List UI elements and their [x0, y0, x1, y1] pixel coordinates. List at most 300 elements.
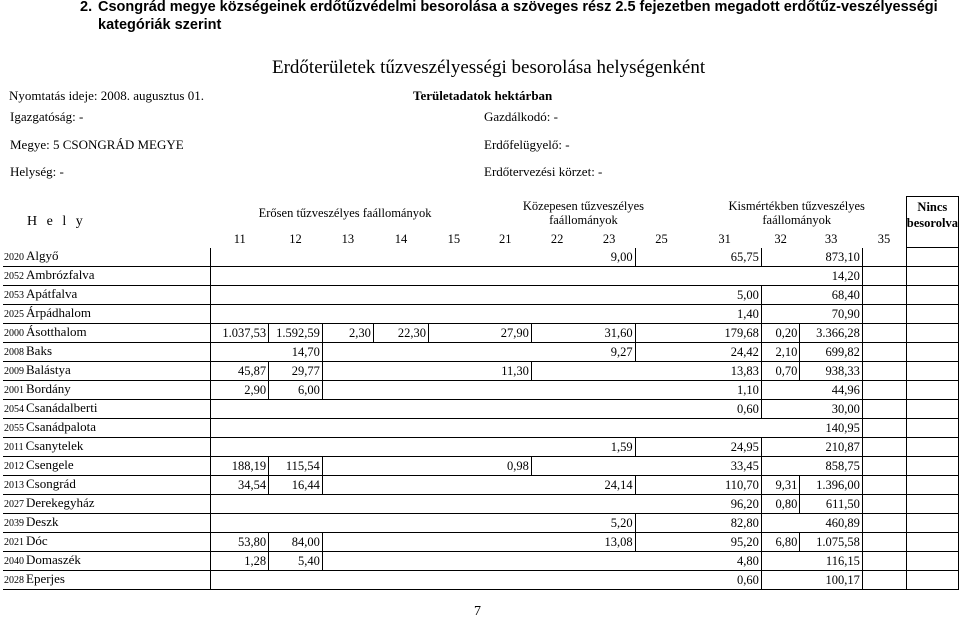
- value-cell: [531, 419, 583, 438]
- value-cell: 2,10: [761, 343, 800, 362]
- value-cell: 100,17: [800, 571, 862, 590]
- value-cell: [583, 286, 635, 305]
- place-code: 2020: [4, 251, 24, 263]
- value-cell: [429, 248, 480, 267]
- section-heading: [80, 0, 940, 34]
- value-cell: [862, 305, 906, 324]
- place-name: Csongrád: [26, 476, 76, 491]
- value-cell: 9,31: [761, 476, 800, 495]
- value-cell: [635, 419, 688, 438]
- value-cell: [479, 533, 531, 552]
- code-header: 25: [655, 231, 668, 246]
- value-cell: [373, 495, 428, 514]
- value-cell: [373, 457, 428, 476]
- info-gazdalkodo: Gazdálkodó: -: [484, 109, 559, 124]
- value-cell: 460,89: [800, 514, 862, 533]
- value-cell: [531, 514, 583, 533]
- value-cell: [429, 571, 480, 590]
- value-cell: [531, 571, 583, 590]
- value-cell: [429, 419, 480, 438]
- place-code: 2055: [4, 423, 24, 434]
- value-cell: [429, 343, 480, 362]
- value-cell: [429, 400, 480, 419]
- value-cell: [862, 419, 906, 438]
- value-cell: [429, 552, 480, 571]
- table-row: [3, 324, 959, 343]
- table-row: [3, 286, 959, 305]
- place-cell: [3, 324, 211, 343]
- value-cell: [531, 438, 583, 457]
- value-cell: [429, 305, 480, 324]
- info-megye: Megye: 5 CSONGRÁD MEGYE: [10, 137, 184, 152]
- value-cell: [322, 476, 373, 495]
- value-cell: [322, 267, 373, 286]
- place-cell: [3, 362, 211, 381]
- value-cell: [583, 305, 635, 324]
- value-cell: [269, 248, 323, 267]
- place-name: Deszk: [26, 514, 59, 529]
- value-cell: [531, 457, 583, 476]
- value-cell: [211, 305, 269, 324]
- value-cell: 82,80: [688, 514, 762, 533]
- value-cell: 110,70: [688, 476, 762, 495]
- place-code: 2052: [4, 271, 24, 282]
- value-cell: [429, 267, 480, 286]
- value-cell: 115,54: [269, 457, 323, 476]
- value-cell: [583, 495, 635, 514]
- code-header: 14: [394, 231, 408, 246]
- value-cell: 5,40: [269, 552, 323, 571]
- place-name: Csanytelek: [25, 438, 84, 453]
- value-cell: [373, 305, 428, 324]
- table-row: [3, 400, 959, 419]
- value-cell: [635, 381, 688, 400]
- nincs-cell: [906, 533, 958, 552]
- value-cell: [862, 381, 906, 400]
- place-cell: [3, 400, 211, 419]
- value-cell: 3.366,28: [800, 324, 862, 343]
- info-erdofelugyelo: Erdőfelügyelő: -: [484, 137, 570, 152]
- value-cell: [479, 552, 531, 571]
- place-code: 2008: [4, 347, 24, 358]
- value-cell: [373, 381, 428, 400]
- code-header: 22: [550, 231, 564, 246]
- value-cell: 5,20: [583, 514, 635, 533]
- value-cell: [429, 457, 480, 476]
- value-cell: [322, 552, 373, 571]
- value-cell: [211, 248, 269, 267]
- value-cell: [269, 419, 323, 438]
- value-cell: [211, 571, 269, 590]
- value-cell: [635, 362, 688, 381]
- code-header: 13: [341, 231, 355, 246]
- table-row: [3, 419, 959, 438]
- value-cell: 210,87: [800, 438, 862, 457]
- value-cell: [583, 419, 635, 438]
- place-cell: [3, 343, 211, 362]
- place-code: 2027: [4, 499, 24, 510]
- value-cell: 1,40: [688, 305, 762, 324]
- place-cell: [3, 438, 211, 457]
- nincs-cell: [906, 362, 958, 381]
- value-cell: [322, 400, 373, 419]
- value-cell: [635, 457, 688, 476]
- value-cell: 1.075,58: [800, 533, 862, 552]
- value-cell: [635, 248, 688, 267]
- value-cell: [531, 286, 583, 305]
- value-cell: [211, 514, 269, 533]
- value-cell: [761, 419, 800, 438]
- place-cell: [3, 476, 211, 495]
- value-cell: [479, 286, 531, 305]
- value-cell: [269, 571, 323, 590]
- value-cell: 179,68: [688, 324, 762, 343]
- value-cell: [373, 533, 428, 552]
- value-cell: [429, 324, 480, 343]
- value-cell: [531, 476, 583, 495]
- value-cell: [635, 552, 688, 571]
- value-cell: 45,87: [211, 362, 269, 381]
- nincs-cell: [906, 286, 958, 305]
- value-cell: [322, 381, 373, 400]
- value-cell: [862, 438, 906, 457]
- value-cell: [211, 400, 269, 419]
- value-cell: [322, 457, 373, 476]
- place-code: 2000: [4, 328, 24, 339]
- place-name: Dóc: [26, 533, 48, 548]
- value-cell: 68,40: [800, 286, 862, 305]
- value-cell: [322, 514, 373, 533]
- value-cell: 140,95: [800, 419, 862, 438]
- value-cell: 9,27: [583, 343, 635, 362]
- value-cell: [479, 400, 531, 419]
- table-row: [3, 533, 959, 552]
- value-cell: [761, 571, 800, 590]
- value-cell: [583, 552, 635, 571]
- value-cell: [862, 533, 906, 552]
- code-header: 23: [602, 231, 616, 246]
- value-cell: [862, 552, 906, 571]
- value-cell: [322, 343, 373, 362]
- nincs-cell: [906, 476, 958, 495]
- value-cell: 1.592,59: [269, 324, 323, 343]
- value-cell: [531, 248, 583, 267]
- value-cell: [429, 495, 480, 514]
- table-row: [3, 381, 959, 400]
- value-cell: [322, 286, 373, 305]
- table-row: [3, 495, 959, 514]
- value-cell: [373, 362, 428, 381]
- place-cell: [3, 248, 211, 267]
- report-title: Erdőterületek tűzveszélyességi besorolása helységenként: [272, 57, 706, 78]
- nincs-cell: [906, 457, 958, 476]
- table-row: [3, 305, 959, 324]
- nincs-cell: [906, 400, 958, 419]
- value-cell: [635, 514, 688, 533]
- value-cell: [862, 571, 906, 590]
- place-cell: [3, 533, 211, 552]
- value-cell: [373, 286, 428, 305]
- value-cell: [429, 286, 480, 305]
- value-cell: 70,90: [800, 305, 862, 324]
- value-cell: [531, 324, 583, 343]
- value-cell: [531, 305, 583, 324]
- value-cell: [761, 305, 800, 324]
- value-cell: 188,19: [211, 457, 269, 476]
- value-cell: [862, 514, 906, 533]
- table-row: [3, 248, 959, 267]
- value-cell: 1,59: [583, 438, 635, 457]
- value-cell: [429, 476, 480, 495]
- value-cell: [373, 476, 428, 495]
- nincs-cell: [906, 248, 958, 267]
- nincs-cell: [906, 324, 958, 343]
- value-cell: [862, 267, 906, 286]
- value-cell: [211, 438, 269, 457]
- value-cell: [211, 267, 269, 286]
- info-korzet: Erdőtervezési körzet: -: [484, 164, 603, 179]
- value-cell: [531, 533, 583, 552]
- value-cell: [479, 343, 531, 362]
- place-name: Derekegyház: [26, 495, 95, 510]
- value-cell: [211, 495, 269, 514]
- place-cell: [3, 514, 211, 533]
- place-code: 2011: [4, 442, 24, 453]
- nincs-cell: [906, 305, 958, 324]
- value-cell: [583, 457, 635, 476]
- section-number: 2.: [80, 0, 93, 15]
- value-cell: [531, 267, 583, 286]
- value-cell: [269, 495, 323, 514]
- value-cell: [531, 362, 583, 381]
- table-row: [3, 457, 959, 476]
- place-code: 2013: [4, 480, 24, 491]
- value-cell: [531, 552, 583, 571]
- value-cell: [635, 400, 688, 419]
- place-cell: [3, 419, 211, 438]
- value-cell: 611,50: [800, 495, 862, 514]
- value-cell: [479, 267, 531, 286]
- table-row: [3, 438, 959, 457]
- value-cell: 0,60: [688, 571, 762, 590]
- value-cell: 2,90: [211, 381, 269, 400]
- value-cell: 5,00: [688, 286, 762, 305]
- value-cell: [322, 419, 373, 438]
- value-cell: 0,98: [479, 457, 531, 476]
- value-cell: [761, 552, 800, 571]
- value-cell: [635, 343, 688, 362]
- value-cell: [373, 248, 428, 267]
- nincs-cell: [906, 552, 958, 571]
- fire-risk-table: [3, 196, 959, 590]
- nincs-cell: [906, 571, 958, 590]
- value-cell: 96,20: [688, 495, 762, 514]
- value-cell: 938,33: [800, 362, 862, 381]
- code-header: 21: [499, 231, 512, 246]
- value-cell: [373, 343, 428, 362]
- group-header-eros: Erősen tűzveszélyes faállományok: [258, 206, 432, 220]
- hely-header: H e l y: [27, 214, 86, 229]
- place-name: Baks: [26, 343, 52, 358]
- value-cell: [479, 248, 531, 267]
- value-cell: [479, 476, 531, 495]
- nincs-cell: [906, 343, 958, 362]
- value-cell: [373, 419, 428, 438]
- value-cell: 22,30: [373, 324, 428, 343]
- value-cell: 699,82: [800, 343, 862, 362]
- value-cell: [269, 400, 323, 419]
- value-cell: 34,54: [211, 476, 269, 495]
- value-cell: 116,15: [800, 552, 862, 571]
- place-name: Balástya: [26, 362, 71, 377]
- value-cell: 33,45: [688, 457, 762, 476]
- place-name: Domaszék: [26, 552, 81, 567]
- value-cell: [322, 438, 373, 457]
- value-cell: 1.396,00: [800, 476, 862, 495]
- value-cell: 95,20: [688, 533, 762, 552]
- value-cell: [322, 533, 373, 552]
- value-cell: [635, 476, 688, 495]
- value-cell: [862, 362, 906, 381]
- value-cell: [429, 533, 480, 552]
- value-cell: 84,00: [269, 533, 323, 552]
- place-cell: [3, 457, 211, 476]
- group-header-kozepes: Közepesen tűzveszélyes faállományok: [522, 199, 644, 227]
- value-cell: 24,42: [688, 343, 762, 362]
- value-cell: 2,30: [322, 324, 373, 343]
- value-cell: [635, 533, 688, 552]
- value-cell: [322, 305, 373, 324]
- value-cell: [761, 248, 800, 267]
- value-cell: 1,28: [211, 552, 269, 571]
- info-igazgatosag: Igazgatóság: -: [10, 109, 84, 124]
- place-name: Algyő: [26, 247, 59, 263]
- page-number: 7: [474, 604, 481, 619]
- value-cell: 0,60: [688, 400, 762, 419]
- value-cell: [373, 438, 428, 457]
- place-name: Csanádalberti: [26, 400, 98, 415]
- value-cell: [269, 267, 323, 286]
- value-cell: [862, 495, 906, 514]
- place-name: Ambrózfalva: [26, 267, 95, 282]
- place-name: Apátfalva: [26, 286, 78, 301]
- nincs-cell: [906, 514, 958, 533]
- value-cell: [211, 419, 269, 438]
- value-cell: [862, 286, 906, 305]
- value-cell: [211, 343, 269, 362]
- value-cell: [479, 438, 531, 457]
- value-cell: [479, 495, 531, 514]
- value-cell: 27,90: [479, 324, 531, 343]
- code-header: 33: [824, 231, 838, 246]
- value-cell: [479, 514, 531, 533]
- place-code: 2021: [4, 537, 24, 548]
- value-cell: [688, 419, 762, 438]
- value-cell: [635, 571, 688, 590]
- group-header-kismertek: Kismértékben tűzveszélyes faállományok: [728, 199, 865, 227]
- code-header: 15: [447, 231, 461, 246]
- value-cell: [862, 400, 906, 419]
- value-cell: [761, 286, 800, 305]
- place-name: Bordány: [26, 381, 71, 396]
- value-cell: [862, 248, 906, 267]
- value-cell: [688, 267, 762, 286]
- value-cell: [862, 457, 906, 476]
- value-cell: [583, 267, 635, 286]
- value-cell: 6,00: [269, 381, 323, 400]
- place-name: Eperjes: [26, 571, 65, 586]
- value-cell: 873,10: [800, 248, 862, 267]
- value-cell: [635, 286, 688, 305]
- value-cell: 29,77: [269, 362, 323, 381]
- place-code: 2040: [4, 556, 24, 567]
- nincs-besorolva-header: Nincs besorolva: [906, 197, 958, 248]
- value-cell: [479, 571, 531, 590]
- value-cell: [373, 552, 428, 571]
- value-cell: [531, 400, 583, 419]
- value-cell: 31,60: [583, 324, 635, 343]
- place-name: Csanádpalota: [26, 419, 97, 434]
- place-cell: [3, 552, 211, 571]
- nincs-cell: [906, 495, 958, 514]
- value-cell: [862, 343, 906, 362]
- nincs-cell: [906, 267, 958, 286]
- place-code: 2039: [4, 518, 24, 529]
- value-cell: [761, 438, 800, 457]
- value-cell: [583, 571, 635, 590]
- value-cell: 0,20: [761, 324, 800, 343]
- place-cell: [3, 381, 211, 400]
- section-heading-text: Csongrád megye községeinek erdőtűzvédelmi besorolása a szöveges rész 2.5 fejezetben megadott erdőtűz-veszélyességi kategóriák szerint: [98, 0, 938, 33]
- place-cell: [3, 571, 211, 590]
- value-cell: [322, 495, 373, 514]
- value-cell: 6,80: [761, 533, 800, 552]
- place-code: 2012: [4, 461, 24, 472]
- value-cell: 16,44: [269, 476, 323, 495]
- value-cell: [635, 438, 688, 457]
- report-subtitle: Területadatok hektárban: [413, 88, 553, 103]
- value-cell: 14,70: [269, 343, 323, 362]
- value-cell: [373, 571, 428, 590]
- nincs-cell: [906, 438, 958, 457]
- value-cell: 53,80: [211, 533, 269, 552]
- place-code: 2001: [4, 385, 24, 396]
- code-header: 12: [289, 231, 302, 246]
- place-cell: [3, 305, 211, 324]
- place-code: 2028: [4, 575, 24, 586]
- table-row: [3, 476, 959, 495]
- value-cell: 1,10: [688, 381, 762, 400]
- value-cell: [373, 400, 428, 419]
- place-code: 2053: [4, 290, 24, 301]
- value-cell: [635, 324, 688, 343]
- table-row: [3, 343, 959, 362]
- value-cell: 9,00: [583, 248, 635, 267]
- value-cell: 24,14: [583, 476, 635, 495]
- print-date: Nyomtatás ideje: 2008. augusztus 01.: [9, 88, 204, 103]
- value-cell: [761, 381, 800, 400]
- table-row: [3, 571, 959, 590]
- value-cell: 1.037,53: [211, 324, 269, 343]
- value-cell: [479, 381, 531, 400]
- value-cell: 44,96: [800, 381, 862, 400]
- value-cell: [322, 362, 373, 381]
- place-code: 2009: [4, 366, 24, 377]
- value-cell: 858,75: [800, 457, 862, 476]
- value-cell: [479, 305, 531, 324]
- value-cell: [862, 324, 906, 343]
- value-cell: [373, 267, 428, 286]
